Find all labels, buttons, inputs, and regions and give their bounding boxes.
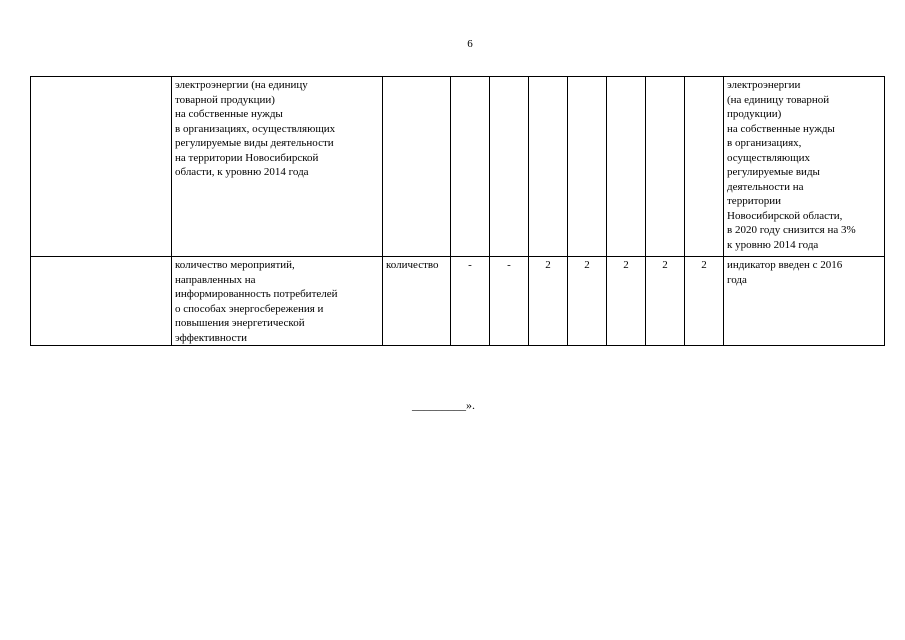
value-cell	[685, 77, 724, 257]
value-cell	[568, 77, 607, 257]
value-cell	[529, 77, 568, 257]
text-line: регулируемые виды	[727, 166, 820, 178]
text-line: электроэнергии (на единицу	[175, 79, 308, 91]
text-line: в организациях, осуществляющих	[175, 122, 336, 135]
indicators-table	[30, 76, 885, 346]
value-cell	[607, 77, 646, 257]
text-line: осуществляющих	[727, 151, 810, 164]
text-line: повышения энергетической	[175, 317, 305, 329]
text-line: Новосибирской области,	[727, 209, 843, 222]
text-line: территории	[727, 195, 782, 207]
text-line: регулируемые виды деятельности	[175, 137, 334, 149]
page-number: 6	[467, 38, 473, 50]
table-cell-blank	[31, 257, 172, 346]
unit-cell	[383, 77, 451, 257]
text-line: к уровню 2014 года	[727, 238, 819, 251]
text-line: количество мероприятий,	[175, 259, 295, 271]
table-row	[31, 77, 885, 257]
text-line: в 2020 году снизится на 3%	[727, 224, 856, 236]
value-cell: 2	[646, 257, 685, 346]
value-cell	[451, 77, 490, 257]
value-cell: 2	[685, 257, 724, 346]
table-cell-blank	[31, 77, 172, 257]
text-line: продукции)	[727, 108, 782, 120]
note-cell	[724, 257, 885, 346]
indicator-name-cell	[172, 257, 383, 346]
text-line: в организациях,	[727, 137, 802, 149]
text-line: информированность потребителей	[175, 288, 338, 300]
text-line: области, к уровню 2014 года	[175, 166, 309, 178]
text-line: направленных на	[175, 273, 256, 286]
text-line: электроэнергии	[727, 79, 801, 91]
text-line: товарной продукции)	[175, 93, 275, 106]
value-cell: -	[490, 257, 529, 346]
text-line: деятельности на	[727, 180, 804, 193]
table-row	[31, 257, 885, 346]
indicator-name-cell	[172, 77, 383, 257]
text-line: на собственные нужды	[175, 108, 283, 120]
value-cell: 2	[568, 257, 607, 346]
unit-cell: количество	[383, 257, 451, 346]
text-line: о способах энергосбережения и	[175, 302, 324, 315]
closing-mark: _________».	[412, 398, 475, 412]
value-cell: -	[451, 257, 490, 346]
text-line: года	[727, 273, 747, 286]
value-cell	[490, 77, 529, 257]
text-line: на территории Новосибирской	[175, 151, 319, 164]
value-cell	[646, 77, 685, 257]
note-cell	[724, 77, 885, 257]
text-line: (на единицу товарной	[727, 93, 830, 106]
text-line: индикатор введен с 2016	[727, 259, 843, 271]
text-line: эффективности	[175, 331, 248, 344]
value-cell: 2	[529, 257, 568, 346]
text-line: на собственные нужды	[727, 122, 835, 135]
value-cell: 2	[607, 257, 646, 346]
